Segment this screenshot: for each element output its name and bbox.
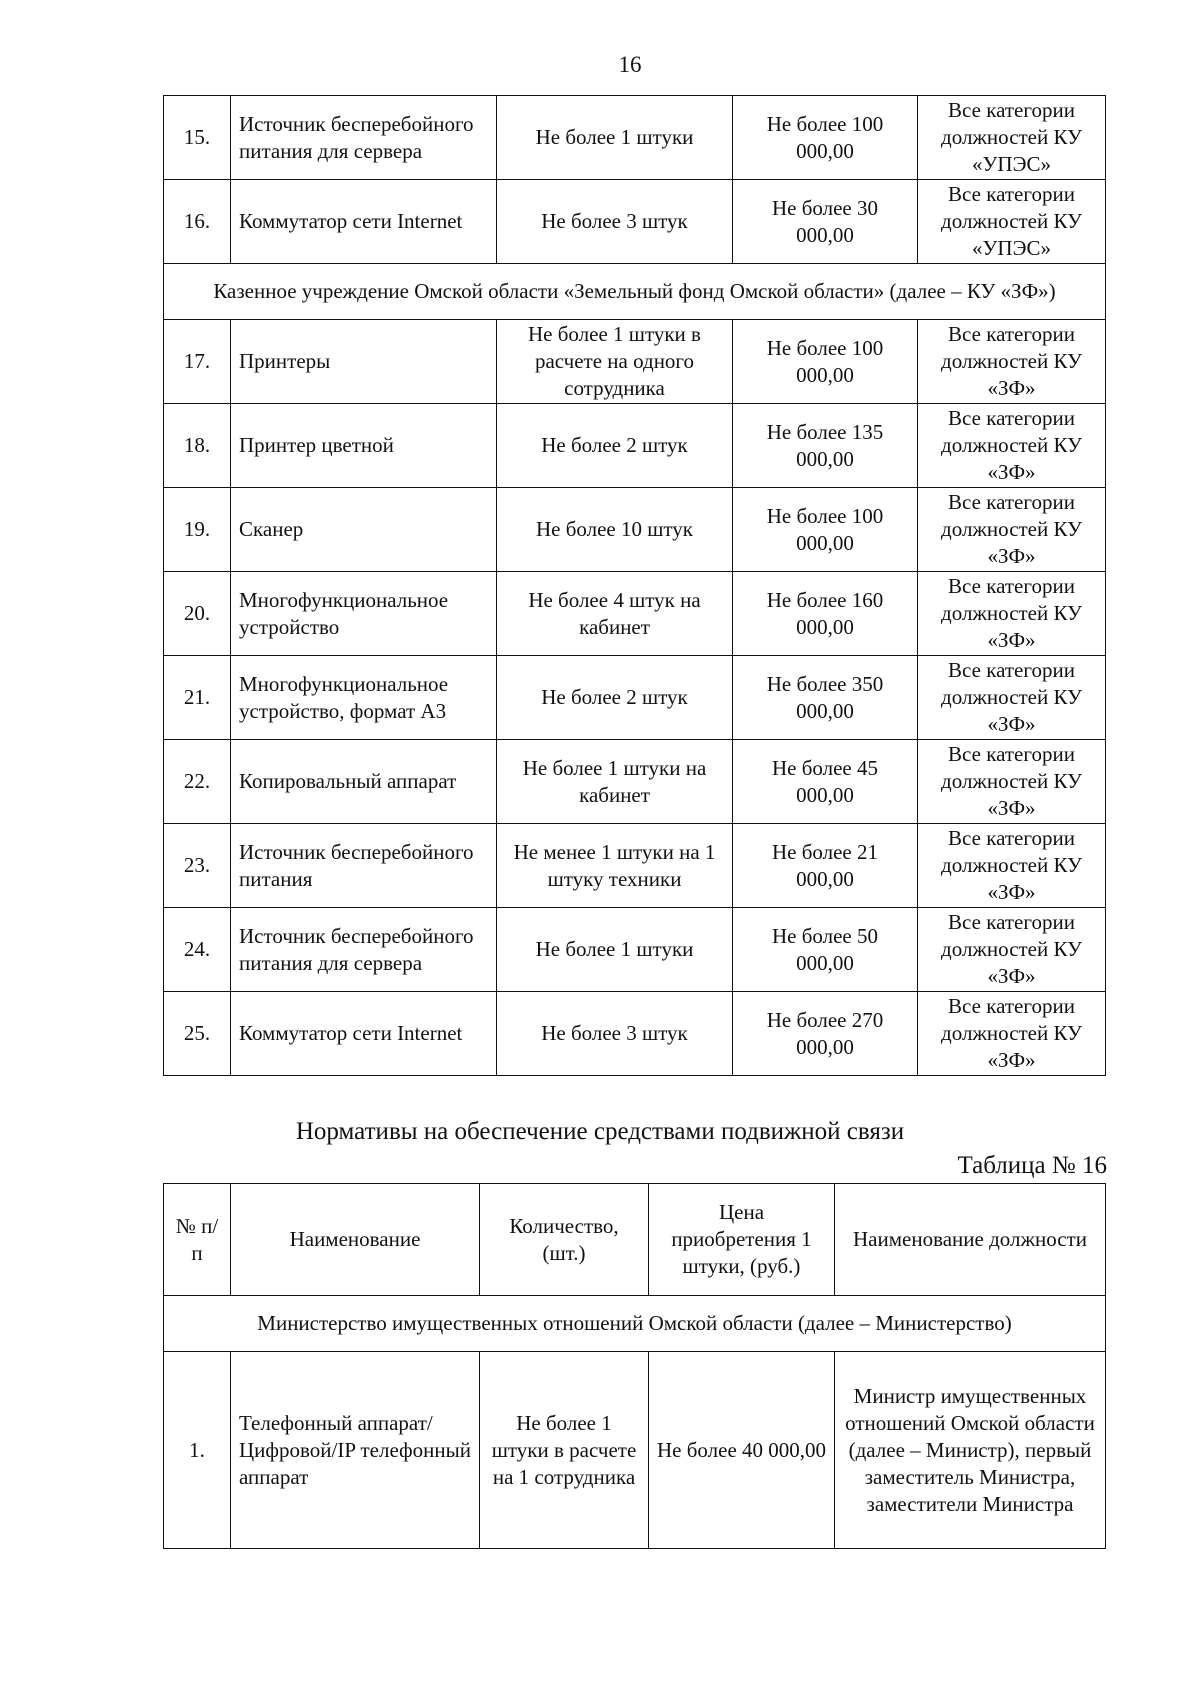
section-heading: Казенное учреждение Омской области «Земельный фонд Омской области» (далее – КУ «ЗФ»): [164, 264, 1106, 320]
table-row: [164, 992, 1106, 1076]
table-row: [164, 824, 1106, 908]
cell-number: 16.: [164, 180, 231, 264]
cell-position: Министр имущественных отношений Омской области (далее – Министр), первый заместитель Министра, заместители Министра: [835, 1352, 1106, 1549]
header-num: № п/п: [164, 1184, 231, 1296]
cell-position: Все категории должностей КУ «УПЭС»: [918, 180, 1106, 264]
cell-price: Не более 270 000,00: [733, 992, 918, 1076]
cell-quantity: Не менее 1 штуки на 1 штуку техники: [497, 824, 733, 908]
cell-price: Не более 50 000,00: [733, 908, 918, 992]
cell-quantity: Не более 10 штук: [497, 488, 733, 572]
cell-name: Источник бесперебойного питания для сервера: [231, 96, 497, 180]
cell-quantity: Не более 4 штук на кабинет: [497, 572, 733, 656]
cell-quantity: Не более 2 штук: [497, 656, 733, 740]
cell-number: 20.: [164, 572, 231, 656]
cell-position: Все категории должностей КУ «ЗФ»: [918, 992, 1106, 1076]
table-row: [164, 1352, 1106, 1549]
cell-quantity: Не более 1 штуки в расчете на одного сотрудника: [497, 320, 733, 404]
cell-price: Не более 350 000,00: [733, 656, 918, 740]
cell-name: Многофункциональное устройство: [231, 572, 497, 656]
table-row: [164, 572, 1106, 656]
cell-name: Сканер: [231, 488, 497, 572]
table-row: [164, 96, 1106, 180]
table-header-row: [164, 1184, 1106, 1296]
cell-number: 24.: [164, 908, 231, 992]
table-row: [164, 320, 1106, 404]
table-row: [164, 404, 1106, 488]
cell-quantity: Не более 3 штук: [497, 992, 733, 1076]
section-row: [164, 264, 1106, 320]
table-row: [164, 908, 1106, 992]
header-qty: Количество, (шт.): [480, 1184, 649, 1296]
cell-quantity: Не более 2 штук: [497, 404, 733, 488]
mobile-communication-norms-table: [163, 1183, 1106, 1549]
section-title: Нормативы на обеспечение средствами подвижной связи: [295, 1118, 905, 1145]
cell-number: 23.: [164, 824, 231, 908]
cell-price: Не более 45 000,00: [733, 740, 918, 824]
cell-position: Все категории должностей КУ «ЗФ»: [918, 488, 1106, 572]
cell-quantity: Не более 3 штук: [497, 180, 733, 264]
table-row: [164, 740, 1106, 824]
cell-number: 15.: [164, 96, 231, 180]
cell-price: Не более 160 000,00: [733, 572, 918, 656]
cell-quantity: Не более 1 штуки: [497, 96, 733, 180]
cell-price: Не более 21 000,00: [733, 824, 918, 908]
cell-name: Коммутатор сети Internet: [231, 180, 497, 264]
cell-name: Источник бесперебойного питания: [231, 824, 497, 908]
cell-number: 22.: [164, 740, 231, 824]
cell-number: 19.: [164, 488, 231, 572]
cell-number: 17.: [164, 320, 231, 404]
cell-name: Телефонный аппарат/Цифровой/IP телефонный аппарат: [231, 1352, 480, 1549]
section-heading: Министерство имущественных отношений Омской области (далее – Министерство): [164, 1296, 1106, 1352]
cell-position: Все категории должностей КУ «ЗФ»: [918, 404, 1106, 488]
cell-price: Не более 100 000,00: [733, 488, 918, 572]
cell-quantity: Не более 1 штуки: [497, 908, 733, 992]
cell-price: Не более 100 000,00: [733, 96, 918, 180]
section-row: [164, 1296, 1106, 1352]
cell-number: 1.: [164, 1352, 231, 1549]
table-row: [164, 488, 1106, 572]
cell-name: Копировальный аппарат: [231, 740, 497, 824]
cell-position: Все категории должностей КУ «ЗФ»: [918, 656, 1106, 740]
cell-price: Не более 30 000,00: [733, 180, 918, 264]
cell-name: Источник бесперебойного питания для сервера: [231, 908, 497, 992]
cell-price: Не более 100 000,00: [733, 320, 918, 404]
cell-price: Не более 40 000,00: [649, 1352, 835, 1549]
cell-number: 18.: [164, 404, 231, 488]
cell-price: Не более 135 000,00: [733, 404, 918, 488]
cell-position: Все категории должностей КУ «ЗФ»: [918, 740, 1106, 824]
cell-position: Все категории должностей КУ «ЗФ»: [918, 572, 1106, 656]
cell-name: Принтеры: [231, 320, 497, 404]
cell-number: 25.: [164, 992, 231, 1076]
table-label: Таблица № 16: [957, 1152, 1107, 1179]
equipment-norms-table: [163, 95, 1106, 1076]
cell-quantity: Не более 1 штуки в расчете на 1 сотрудника: [480, 1352, 649, 1549]
header-price: Цена приобретения 1 штуки, (руб.): [649, 1184, 835, 1296]
cell-position: Все категории должностей КУ «ЗФ»: [918, 320, 1106, 404]
cell-position: Все категории должностей КУ «ЗФ»: [918, 824, 1106, 908]
cell-name: Многофункциональное устройство, формат А3: [231, 656, 497, 740]
header-position: Наименование должности: [835, 1184, 1106, 1296]
header-name: Наименование: [231, 1184, 480, 1296]
table-row: [164, 656, 1106, 740]
cell-name: Принтер цветной: [231, 404, 497, 488]
cell-position: Все категории должностей КУ «ЗФ»: [918, 908, 1106, 992]
cell-number: 21.: [164, 656, 231, 740]
cell-position: Все категории должностей КУ «УПЭС»: [918, 96, 1106, 180]
cell-quantity: Не более 1 штуки на кабинет: [497, 740, 733, 824]
page-number: 16: [618, 52, 642, 77]
cell-name: Коммутатор сети Internet: [231, 992, 497, 1076]
table-row: [164, 180, 1106, 264]
